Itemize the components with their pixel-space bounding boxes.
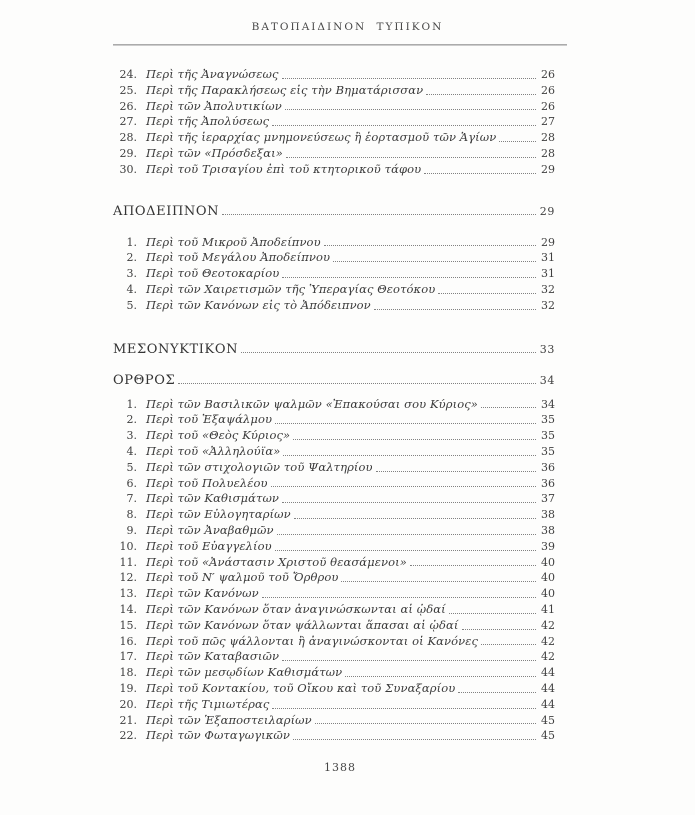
toc-section [113, 341, 567, 358]
toc-item-title: Περὶ τῆς ἱεραρχίας μνημονεύσεως ἢ ἑορτασμοῦ τῶν Ἁγίων [146, 130, 497, 145]
toc-item-number: 9. [126, 523, 137, 537]
leader-dots [499, 141, 536, 142]
toc-item-row [113, 649, 567, 665]
toc-item-row [113, 634, 567, 650]
toc-item-page: 39 [541, 539, 555, 553]
toc-section [113, 67, 567, 178]
leader-dots [458, 692, 536, 693]
toc-item-row [113, 298, 567, 314]
toc-item-page: 41 [541, 602, 555, 616]
toc-item-number: 16. [119, 634, 137, 648]
toc-item-page: 36 [541, 460, 555, 474]
toc-section [113, 203, 567, 314]
toc-item-list [113, 235, 567, 314]
toc-item-title: Περὶ τοῦ Θεοτοκαρίου [146, 266, 280, 281]
toc-item-page: 42 [541, 618, 555, 632]
leader-dots [293, 739, 536, 740]
section-heading-row [113, 372, 567, 389]
toc-item-number: 10. [119, 539, 137, 553]
toc-item-number: 28. [119, 131, 137, 145]
toc-item-page: 36 [541, 476, 555, 490]
section-heading-label: ΑΠΟΔΕΙΠΝΟΝ [113, 203, 220, 219]
toc-item-row [113, 99, 567, 115]
section-heading-page: 29 [539, 204, 555, 218]
leader-dots [315, 723, 536, 724]
leader-dots [282, 502, 536, 503]
toc-item-list [113, 397, 567, 745]
toc-item-number: 4. [126, 282, 137, 296]
toc-item-row [113, 83, 567, 99]
leader-dots [262, 597, 536, 598]
toc-item-number: 2. [126, 251, 137, 265]
toc-item-page: 31 [541, 251, 555, 265]
toc-item-title: Περὶ τοῦ Τρισαγίου ἐπὶ τοῦ κτητορικοῦ τάφου [146, 161, 422, 176]
toc-item-page: 32 [541, 298, 555, 312]
toc-item-title: Περὶ τῶν Κανόνων ὅταν ἀναγινώσκωνται αἱ ᾠδαί [146, 601, 446, 616]
toc-item-row [113, 428, 567, 444]
toc-item-number: 6. [126, 476, 137, 490]
toc-item-number: 5. [126, 298, 137, 312]
toc-item-row [113, 523, 567, 539]
leader-dots [341, 581, 536, 582]
toc-item-number: 19. [119, 681, 137, 695]
leader-dots [333, 261, 536, 262]
toc-item-row [113, 713, 567, 729]
leader-dots [285, 109, 536, 110]
toc-item-page: 37 [541, 492, 555, 506]
leader-dots [294, 518, 536, 519]
toc-item-page: 26 [541, 99, 555, 113]
leader-dots [272, 708, 536, 709]
toc-item-page: 26 [541, 68, 555, 81]
toc-item-number: 1. [126, 235, 137, 249]
running-header: ΒΑΤΟΠΑΙΔΙΝΟΝ ΤΥΠΙΚΟΝ [251, 21, 444, 33]
toc-item-title: Περὶ τῆς Ἀναγνώσεως [146, 67, 279, 81]
toc-item-number: 4. [126, 444, 137, 458]
toc-item-number: 25. [119, 83, 137, 97]
toc-item-number: 5. [126, 460, 137, 474]
leader-dots [438, 293, 536, 294]
toc-item-page: 35 [541, 413, 555, 427]
toc-item-page: 26 [541, 83, 555, 97]
leader-dots [277, 534, 536, 535]
toc-item-row [113, 586, 567, 602]
toc-item-page: 45 [541, 713, 555, 727]
toc-item-number: 14. [119, 602, 137, 616]
leader-dots [222, 214, 536, 215]
leader-dots [275, 423, 536, 424]
section-heading-page: 33 [539, 342, 555, 356]
toc-item-title: Περὶ τῶν μεσῳδίων Καθισμάτων [146, 665, 343, 680]
toc-item-row [113, 555, 567, 571]
toc-item-title: Περὶ τῆς Ἀπολύσεως [146, 114, 270, 129]
toc-item-title: Περὶ τῶν Φωταγωγικῶν [146, 728, 290, 743]
section-heading-row [113, 203, 567, 220]
toc-item-page: 29 [541, 235, 555, 249]
toc-item-title: Περὶ τοῦ Κοντακίου, τοῦ Οἴκου καὶ τοῦ Συναξαρίου [146, 680, 456, 695]
toc-item-title: Περὶ τῶν Χαιρετισμῶν τῆς Ὑπεραγίας Θεοτόκου [146, 281, 436, 296]
toc-item-page: 38 [541, 508, 555, 522]
page-folio: 1388 [324, 761, 356, 774]
toc-item-row [113, 130, 567, 146]
toc-item-page: 32 [541, 282, 555, 296]
toc-item-title: Περὶ τῆς Παρακλήσεως εἰς τὴν Βηματάρισσαν [146, 82, 424, 97]
toc-item-number: 29. [119, 146, 137, 160]
toc-item-title: Περὶ τῶν Ἀναβαθμῶν [146, 522, 274, 537]
leader-dots [282, 277, 536, 278]
toc-item-row [113, 476, 567, 492]
toc-section [113, 372, 567, 745]
toc-item-number: 3. [126, 429, 137, 443]
toc-item-row [113, 114, 567, 130]
section-heading-label: ΟΡΘΡΟΣ [113, 372, 176, 388]
toc-item-number: 18. [119, 666, 137, 680]
leader-dots [293, 439, 536, 440]
toc [113, 67, 567, 744]
leader-dots [283, 455, 536, 456]
toc-item-number: 24. [119, 68, 137, 81]
toc-item-row [113, 162, 567, 178]
toc-item-page: 27 [541, 115, 555, 129]
toc-item-row [113, 539, 567, 555]
toc-item-title: Περὶ τοῦ Ν′ ψαλμοῦ τοῦ Ὄρθρου [146, 570, 339, 585]
toc-item-page: 40 [541, 571, 555, 585]
leader-dots [449, 613, 536, 614]
toc-item-row [113, 618, 567, 634]
toc-item-page: 35 [541, 429, 555, 443]
leader-dots [286, 157, 536, 158]
leader-dots [272, 125, 536, 126]
toc-item-title: Περὶ τῶν Κανόνων [146, 586, 259, 601]
leader-dots [462, 629, 537, 630]
toc-item-title: Περὶ τοῦ «Ἀλληλούϊα» [146, 443, 281, 458]
toc-item-row [113, 67, 567, 83]
toc-item-page: 29 [541, 162, 555, 176]
toc-item-page: 44 [541, 666, 555, 680]
toc-item-page: 42 [541, 650, 555, 664]
toc-item-number: 30. [119, 162, 137, 176]
toc-item-row [113, 146, 567, 162]
toc-item-page: 44 [541, 681, 555, 695]
leader-dots [271, 486, 536, 487]
toc-item-number: 3. [126, 267, 137, 281]
toc-item-page: 40 [541, 555, 555, 569]
toc-item-page: 31 [541, 267, 555, 281]
toc-item-title: Περὶ τῶν στιχολογιῶν τοῦ Ψαλτηρίου [146, 459, 373, 474]
toc-item-page: 38 [541, 523, 555, 537]
toc-item-number: 20. [119, 697, 137, 711]
toc-item-row [113, 681, 567, 697]
toc-item-page: 42 [541, 634, 555, 648]
leader-dots [424, 173, 536, 174]
leader-dots [481, 644, 536, 645]
leader-dots [376, 471, 536, 472]
leader-dots [324, 245, 536, 246]
toc-item-number: 7. [126, 492, 137, 506]
toc-item-row [113, 570, 567, 586]
toc-item-number: 2. [126, 413, 137, 427]
toc-item-title: Περὶ τοῦ Μικροῦ Ἀποδείπνου [146, 234, 321, 249]
toc-item-number: 21. [119, 713, 137, 727]
header-rule [113, 44, 567, 46]
leader-dots [345, 676, 536, 677]
toc-item-title: Περὶ τοῦ «Ἀνάστασιν Χριστοῦ θεασάμενοι» [146, 554, 407, 569]
toc-item-title: Περὶ τῶν Ἀπολυτικίων [146, 98, 282, 113]
section-heading-label: ΜΕΣΟΝΥΚΤΙΚΟΝ [113, 341, 239, 357]
leader-dots [275, 550, 536, 551]
toc-item-title: Περὶ τοῦ Εὐαγγελίου [146, 538, 272, 553]
toc-item-title: Περὶ τῶν Εὐλογηταρίων [146, 507, 291, 522]
toc-item-row [113, 665, 567, 681]
toc-item-row [113, 412, 567, 428]
toc-item-row [113, 602, 567, 618]
leader-dots [410, 565, 536, 566]
toc-item-number: 1. [126, 397, 137, 411]
toc-item-row [113, 266, 567, 282]
toc-item-page: 44 [541, 697, 555, 711]
toc-item-title: Περὶ τοῦ «Θεὸς Κύριος» [146, 428, 291, 443]
leader-dots [481, 407, 536, 408]
leader-dots [282, 78, 536, 79]
toc-item-page: 28 [541, 131, 555, 145]
toc-item-number: 26. [119, 99, 137, 113]
toc-item-page: 35 [541, 444, 555, 458]
leader-dots [374, 309, 536, 310]
leader-dots [241, 352, 536, 353]
toc-item-page: 28 [541, 146, 555, 160]
toc-item-list [113, 67, 567, 178]
toc-item-number: 12. [119, 571, 137, 585]
toc-item-title: Περὶ τῶν Κανόνων εἰς τὸ Ἀπόδειπνον [146, 297, 371, 312]
toc-item-title: Περὶ τῶν Καθισμάτων [146, 491, 280, 506]
toc-item-number: 15. [119, 618, 137, 632]
leader-dots [178, 383, 536, 384]
toc-item-title: Περὶ τῶν Καταβασιῶν [146, 649, 280, 664]
toc-item-title: Περὶ τῶν Βασιλικῶν ψαλμῶν «Ἐπακούσαι σου Κύριος» [146, 396, 478, 411]
toc-item-row [113, 235, 567, 251]
leader-dots [426, 94, 536, 95]
toc-item-row [113, 507, 567, 523]
toc-item-title: Περὶ τῆς Τιμιωτέρας [146, 696, 270, 711]
toc-item-title: Περὶ τῶν Κανόνων ὅταν ψάλλωνται ἅπασαι αἱ ᾠδαί [146, 617, 459, 632]
toc-item-title: Περὶ τοῦ Ἑξαψάλμου [146, 412, 273, 427]
toc-item-number: 22. [119, 729, 137, 743]
toc-item-page: 45 [541, 729, 555, 743]
section-heading-row [113, 341, 567, 358]
toc-item-page: 40 [541, 587, 555, 601]
toc-item-title: Περὶ τοῦ Πολυελέου [146, 475, 268, 490]
toc-item-number: 8. [126, 508, 137, 522]
toc-item-row [113, 397, 567, 413]
toc-item-row [113, 282, 567, 298]
leader-dots [282, 660, 536, 661]
toc-item-number: 27. [119, 115, 137, 129]
toc-item-title: Περὶ τοῦ πῶς ψάλλονται ἢ ἀναγινώσκονται οἱ Κανόνες [146, 633, 479, 648]
toc-item-title: Περὶ τοῦ Μεγάλου Ἀποδείπνου [146, 250, 331, 265]
toc-item-row [113, 460, 567, 476]
toc-item-row [113, 697, 567, 713]
toc-item-row [113, 728, 567, 744]
toc-item-number: 11. [119, 555, 137, 569]
toc-item-row [113, 250, 567, 266]
toc-item-title: Περὶ τῶν Ἑξαποστειλαρίων [146, 712, 312, 727]
toc-item-page: 34 [541, 397, 555, 411]
toc-item-row [113, 444, 567, 460]
toc-item-number: 13. [119, 587, 137, 601]
toc-item-row [113, 491, 567, 507]
section-heading-page: 34 [539, 373, 555, 387]
toc-item-number: 17. [119, 650, 137, 664]
toc-item-title: Περὶ τῶν «Πρόσδεξαι» [146, 145, 283, 160]
